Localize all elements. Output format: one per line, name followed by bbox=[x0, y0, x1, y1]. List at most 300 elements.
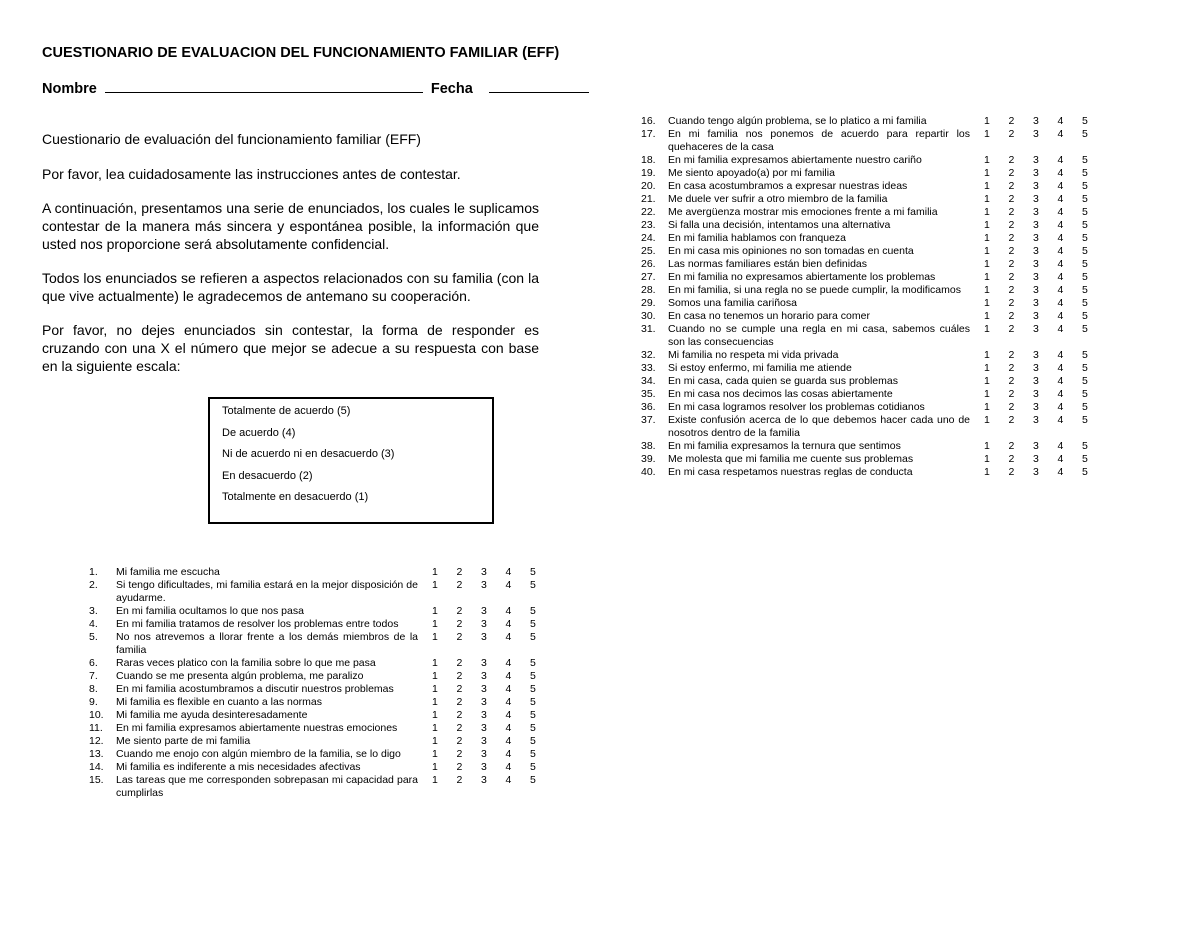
answer-option[interactable]: 3 bbox=[1033, 284, 1039, 296]
question-item bbox=[89, 683, 555, 696]
question-text: En mi familia no expresamos abiertamente los problemas bbox=[668, 271, 936, 283]
answer-option[interactable]: 3 bbox=[1033, 115, 1039, 127]
answer-option[interactable]: 4 bbox=[1057, 128, 1064, 140]
answer-option[interactable]: 5 bbox=[1082, 388, 1088, 400]
question-number: 19. bbox=[641, 167, 656, 179]
answer-option[interactable]: 1 bbox=[984, 193, 990, 205]
answer-options bbox=[984, 284, 1107, 297]
question-number: 11. bbox=[89, 722, 103, 734]
answer-option[interactable]: 4 bbox=[505, 761, 512, 773]
answer-option[interactable]: 5 bbox=[1082, 180, 1088, 192]
answer-option[interactable]: 3 bbox=[1033, 466, 1039, 478]
answer-option[interactable]: 3 bbox=[481, 774, 487, 786]
answer-option[interactable]: 1 bbox=[984, 349, 990, 361]
answer-option[interactable]: 1 bbox=[432, 761, 438, 773]
answer-option[interactable]: 5 bbox=[1082, 440, 1088, 452]
name-label: Nombre bbox=[42, 81, 97, 97]
question-number: 28. bbox=[641, 284, 656, 296]
answer-option[interactable]: 3 bbox=[481, 670, 487, 682]
answer-option[interactable]: 2 bbox=[456, 683, 463, 695]
answer-option[interactable]: 3 bbox=[1033, 128, 1039, 140]
answer-options bbox=[984, 375, 1107, 388]
answer-options bbox=[432, 722, 555, 735]
answer-option[interactable]: 2 bbox=[1008, 115, 1015, 127]
answer-option[interactable]: 1 bbox=[432, 579, 438, 591]
answer-option[interactable]: 5 bbox=[1082, 206, 1088, 218]
answer-option[interactable]: 4 bbox=[1057, 323, 1064, 335]
answer-option[interactable]: 5 bbox=[1082, 128, 1088, 140]
answer-option[interactable]: 4 bbox=[505, 722, 512, 734]
answer-options bbox=[984, 167, 1107, 180]
answer-option[interactable]: 2 bbox=[456, 774, 463, 786]
answer-option[interactable]: 4 bbox=[1057, 219, 1064, 231]
answer-option[interactable]: 2 bbox=[456, 566, 463, 578]
question-item bbox=[641, 245, 1107, 258]
answer-option[interactable]: 5 bbox=[530, 566, 536, 578]
answer-option[interactable]: 4 bbox=[505, 579, 512, 591]
answer-option[interactable]: 4 bbox=[505, 735, 512, 747]
answer-option[interactable]: 5 bbox=[530, 774, 536, 786]
answer-option[interactable]: 2 bbox=[456, 748, 463, 760]
answer-option[interactable]: 2 bbox=[1008, 245, 1015, 257]
answer-option[interactable]: 2 bbox=[1008, 258, 1015, 270]
answer-option[interactable]: 4 bbox=[505, 566, 512, 578]
answer-option[interactable]: 2 bbox=[456, 618, 463, 630]
answer-option[interactable]: 5 bbox=[530, 605, 536, 617]
answer-option[interactable]: 3 bbox=[1033, 362, 1039, 374]
answer-option[interactable]: 3 bbox=[1033, 401, 1039, 413]
answer-option[interactable]: 3 bbox=[1033, 388, 1039, 400]
answer-option[interactable]: 3 bbox=[481, 566, 487, 578]
answer-option[interactable]: 1 bbox=[984, 388, 990, 400]
answer-options bbox=[984, 115, 1107, 128]
question-text: En mi familia expresamos abiertamente nuestro cariño bbox=[668, 154, 922, 166]
answer-option[interactable]: 4 bbox=[1057, 245, 1064, 257]
answer-option[interactable]: 3 bbox=[1033, 232, 1039, 244]
answer-option[interactable]: 5 bbox=[1082, 310, 1088, 322]
answer-option[interactable]: 2 bbox=[456, 761, 463, 773]
answer-option[interactable]: 1 bbox=[984, 271, 990, 283]
answer-option[interactable]: 3 bbox=[1033, 297, 1039, 309]
question-item bbox=[641, 323, 1107, 349]
question-number: 12. bbox=[89, 735, 104, 747]
answer-option[interactable]: 5 bbox=[530, 683, 536, 695]
answer-option[interactable]: 3 bbox=[1033, 414, 1039, 426]
name-field[interactable] bbox=[105, 80, 423, 93]
answer-option[interactable]: 3 bbox=[481, 748, 487, 760]
question-item bbox=[641, 115, 1107, 128]
question-number: 36. bbox=[641, 401, 656, 413]
answer-option[interactable]: 2 bbox=[1008, 362, 1015, 374]
answer-options bbox=[984, 206, 1107, 219]
answer-option[interactable]: 2 bbox=[1008, 193, 1015, 205]
answer-option[interactable]: 4 bbox=[1057, 375, 1064, 387]
answer-options bbox=[432, 579, 555, 592]
answer-option[interactable]: 1 bbox=[984, 414, 990, 426]
answer-option[interactable]: 4 bbox=[1057, 232, 1064, 244]
question-text: Me siento parte de mi familia bbox=[116, 735, 251, 747]
answer-option[interactable]: 4 bbox=[1057, 284, 1064, 296]
answer-option[interactable]: 1 bbox=[432, 722, 438, 734]
answer-option[interactable]: 5 bbox=[1082, 193, 1088, 205]
answer-option[interactable]: 5 bbox=[530, 735, 536, 747]
answer-options bbox=[432, 748, 555, 761]
answer-option[interactable]: 1 bbox=[984, 232, 990, 244]
question-number: 16. bbox=[641, 115, 656, 127]
answer-option[interactable]: 4 bbox=[1057, 349, 1064, 361]
answer-option[interactable]: 1 bbox=[432, 735, 438, 747]
answer-option[interactable]: 3 bbox=[1033, 440, 1039, 452]
question-text: Raras veces platico con la familia sobre lo que me pasa bbox=[116, 657, 376, 669]
question-item bbox=[641, 206, 1107, 219]
answer-option[interactable]: 3 bbox=[1033, 310, 1039, 322]
scale-item: En desacuerdo (2) bbox=[222, 469, 313, 482]
scale-item: Ni de acuerdo ni en desacuerdo (3) bbox=[222, 448, 395, 460]
answer-option[interactable]: 1 bbox=[984, 167, 990, 179]
question-item bbox=[89, 748, 555, 761]
answer-option[interactable]: 5 bbox=[530, 761, 536, 773]
answer-options bbox=[984, 310, 1107, 323]
answer-option[interactable]: 2 bbox=[456, 631, 463, 643]
question-text: Cuando se me presenta algún problema, me paralizo bbox=[116, 670, 364, 682]
answer-option[interactable]: 5 bbox=[1082, 375, 1088, 387]
question-number: 6. bbox=[89, 657, 98, 669]
answer-option[interactable]: 5 bbox=[530, 722, 536, 734]
answer-option[interactable]: 4 bbox=[1057, 453, 1064, 465]
answer-option[interactable]: 2 bbox=[1008, 401, 1015, 413]
answer-option[interactable]: 3 bbox=[481, 631, 487, 643]
question-item bbox=[641, 466, 1107, 479]
question-number: 40. bbox=[641, 466, 656, 478]
question-text: Si tengo dificultades, mi familia estará en la mejor disposición de ayudarme. bbox=[116, 579, 418, 604]
question-number: 5. bbox=[89, 631, 98, 643]
answer-option[interactable]: 3 bbox=[481, 683, 487, 695]
answer-option[interactable]: 3 bbox=[1033, 375, 1039, 387]
question-text: Me avergüenza mostrar mis emociones frente a mi familia bbox=[668, 206, 938, 218]
question-text: En casa acostumbramos a expresar nuestras ideas bbox=[668, 180, 908, 192]
answer-option[interactable]: 5 bbox=[1082, 258, 1088, 270]
question-text: Somos una familia cariñosa bbox=[668, 297, 797, 309]
answer-option[interactable]: 2 bbox=[456, 670, 463, 682]
answer-option[interactable]: 5 bbox=[1082, 271, 1088, 283]
answer-option[interactable]: 2 bbox=[1008, 219, 1015, 231]
answer-options bbox=[432, 605, 555, 618]
question-item bbox=[641, 219, 1107, 232]
answer-option[interactable]: 4 bbox=[1057, 180, 1064, 192]
answer-option[interactable]: 2 bbox=[456, 657, 463, 669]
question-item bbox=[89, 618, 555, 631]
answer-option[interactable]: 1 bbox=[432, 709, 438, 721]
answer-option[interactable]: 2 bbox=[1008, 128, 1015, 140]
answer-option[interactable]: 2 bbox=[1008, 466, 1015, 478]
date-field[interactable] bbox=[489, 80, 589, 93]
answer-option[interactable]: 1 bbox=[984, 258, 990, 270]
answer-options bbox=[984, 401, 1107, 414]
question-number: 33. bbox=[641, 362, 656, 374]
answer-option[interactable]: 1 bbox=[984, 154, 990, 166]
answer-option[interactable]: 5 bbox=[1082, 232, 1088, 244]
answer-option[interactable]: 2 bbox=[1008, 167, 1015, 179]
question-text: En mi familia nos ponemos de acuerdo para repartir los quehaceres de la casa bbox=[668, 128, 970, 153]
answer-option[interactable]: 2 bbox=[456, 605, 463, 617]
answer-option[interactable]: 4 bbox=[1057, 388, 1064, 400]
question-text: Me duele ver sufrir a otro miembro de la familia bbox=[668, 193, 888, 205]
question-text: En mi familia ocultamos lo que nos pasa bbox=[116, 605, 304, 617]
question-text: En mi familia hablamos con franqueza bbox=[668, 232, 847, 244]
answer-option[interactable]: 4 bbox=[1057, 414, 1064, 426]
answer-option[interactable]: 4 bbox=[1057, 271, 1064, 283]
answer-option[interactable]: 1 bbox=[432, 696, 438, 708]
answer-option[interactable]: 1 bbox=[432, 683, 438, 695]
answer-option[interactable]: 4 bbox=[1057, 362, 1064, 374]
question-text: En mi casa nos decimos las cosas abiertamente bbox=[668, 388, 893, 400]
instruction-intro: A continuación, presentamos una serie de enunciados, los cuales le suplicamos contestar de la manera más sincera y espontánea posible, la información que usted nos proporcione será absolutamente confidencial. bbox=[42, 200, 539, 252]
question-text: En mi casa mis opiniones no son tomadas en cuenta bbox=[668, 245, 914, 257]
scale-item: Totalmente en desacuerdo (1) bbox=[222, 491, 369, 503]
answer-option[interactable]: 1 bbox=[984, 219, 990, 231]
answer-option[interactable]: 3 bbox=[1033, 258, 1039, 270]
answer-option[interactable]: 4 bbox=[1057, 466, 1064, 478]
question-text: En mi familia acostumbramos a discutir nuestros problemas bbox=[116, 683, 394, 695]
answer-option[interactable]: 5 bbox=[530, 618, 536, 630]
answer-option[interactable]: 5 bbox=[530, 709, 536, 721]
question-text: Mi familia me ayuda desinteresadamente bbox=[116, 709, 308, 721]
answer-option[interactable]: 4 bbox=[1057, 167, 1064, 179]
answer-option[interactable]: 3 bbox=[481, 618, 487, 630]
answer-option[interactable]: 5 bbox=[1082, 362, 1088, 374]
answer-option[interactable]: 3 bbox=[481, 579, 487, 591]
question-number: 38. bbox=[641, 440, 656, 452]
question-number: 24. bbox=[641, 232, 656, 244]
answer-option[interactable]: 1 bbox=[984, 323, 990, 335]
answer-option[interactable]: 3 bbox=[1033, 271, 1039, 283]
answer-option[interactable]: 3 bbox=[1033, 453, 1039, 465]
answer-options bbox=[984, 128, 1107, 141]
question-number: 18. bbox=[641, 154, 656, 166]
answer-option[interactable]: 3 bbox=[1033, 323, 1039, 335]
answer-option[interactable]: 4 bbox=[505, 696, 512, 708]
answer-option[interactable]: 3 bbox=[1033, 180, 1039, 192]
answer-option[interactable]: 4 bbox=[1057, 310, 1064, 322]
answer-option[interactable]: 5 bbox=[1082, 219, 1088, 231]
answer-option[interactable]: 1 bbox=[984, 284, 990, 296]
answer-option[interactable]: 2 bbox=[456, 696, 463, 708]
answer-option[interactable]: 5 bbox=[1082, 167, 1088, 179]
answer-option[interactable]: 2 bbox=[1008, 232, 1015, 244]
answer-option[interactable]: 5 bbox=[530, 696, 536, 708]
answer-option[interactable]: 1 bbox=[984, 362, 990, 374]
answer-option[interactable]: 1 bbox=[432, 631, 438, 643]
answer-option[interactable]: 3 bbox=[481, 761, 487, 773]
answer-option[interactable]: 2 bbox=[1008, 349, 1015, 361]
answer-option[interactable]: 4 bbox=[1057, 258, 1064, 270]
question-item bbox=[641, 362, 1107, 375]
answer-option[interactable]: 5 bbox=[1082, 466, 1088, 478]
question-text: Cuando no se cumple una regla en mi casa, sabemos cuáles son las consecuencias bbox=[668, 323, 970, 348]
answer-option[interactable]: 4 bbox=[505, 683, 512, 695]
answer-option[interactable]: 3 bbox=[1033, 219, 1039, 231]
answer-option[interactable]: 5 bbox=[1082, 115, 1088, 127]
answer-option[interactable]: 4 bbox=[505, 605, 512, 617]
answer-option[interactable]: 2 bbox=[456, 579, 463, 591]
answer-option[interactable]: 4 bbox=[505, 657, 512, 669]
answer-option[interactable]: 5 bbox=[1082, 297, 1088, 309]
answer-option[interactable]: 3 bbox=[1033, 206, 1039, 218]
answer-option[interactable]: 1 bbox=[432, 566, 438, 578]
question-item bbox=[89, 631, 555, 657]
answer-option[interactable]: 5 bbox=[1082, 414, 1088, 426]
answer-options bbox=[984, 232, 1107, 245]
answer-option[interactable]: 5 bbox=[1082, 349, 1088, 361]
answer-options bbox=[432, 709, 555, 722]
answer-options bbox=[984, 440, 1107, 453]
answer-option[interactable]: 1 bbox=[432, 774, 438, 786]
answer-option[interactable]: 5 bbox=[1082, 154, 1088, 166]
answer-option[interactable]: 1 bbox=[432, 657, 438, 669]
answer-option[interactable]: 4 bbox=[1057, 297, 1064, 309]
answer-option[interactable]: 5 bbox=[530, 657, 536, 669]
answer-option[interactable]: 2 bbox=[456, 709, 463, 721]
answer-option[interactable]: 2 bbox=[1008, 284, 1015, 296]
answer-option[interactable]: 3 bbox=[481, 709, 487, 721]
answer-option[interactable]: 2 bbox=[1008, 388, 1015, 400]
answer-option[interactable]: 1 bbox=[984, 440, 990, 452]
answer-option[interactable]: 2 bbox=[1008, 297, 1015, 309]
answer-option[interactable]: 2 bbox=[1008, 453, 1015, 465]
answer-option[interactable]: 1 bbox=[984, 297, 990, 309]
answer-option[interactable]: 1 bbox=[984, 180, 990, 192]
answer-option[interactable]: 3 bbox=[1033, 154, 1039, 166]
answer-option[interactable]: 1 bbox=[984, 401, 990, 413]
answer-options bbox=[984, 349, 1107, 362]
answer-option[interactable]: 2 bbox=[1008, 414, 1015, 426]
question-item bbox=[641, 440, 1107, 453]
question-number: 15. bbox=[89, 774, 104, 786]
question-text: Mi familia es indiferente a mis necesidades afectivas bbox=[116, 761, 361, 773]
answer-options bbox=[984, 219, 1107, 232]
answer-option[interactable]: 4 bbox=[1057, 193, 1064, 205]
answer-option[interactable]: 5 bbox=[1082, 284, 1088, 296]
answer-option[interactable]: 1 bbox=[432, 618, 438, 630]
answer-option[interactable]: 1 bbox=[984, 466, 990, 478]
question-item bbox=[641, 258, 1107, 271]
answer-option[interactable]: 1 bbox=[984, 375, 990, 387]
answer-options bbox=[984, 362, 1107, 375]
answer-option[interactable]: 4 bbox=[1057, 440, 1064, 452]
question-number: 4. bbox=[89, 618, 98, 630]
answer-option[interactable]: 5 bbox=[530, 670, 536, 682]
name-date-line bbox=[42, 80, 589, 97]
question-number: 9. bbox=[89, 696, 98, 708]
answer-option[interactable]: 4 bbox=[505, 631, 512, 643]
answer-option[interactable]: 2 bbox=[1008, 323, 1015, 335]
question-number: 23. bbox=[641, 219, 656, 231]
answer-option[interactable]: 5 bbox=[1082, 323, 1088, 335]
answer-option[interactable]: 5 bbox=[530, 579, 536, 591]
answer-option[interactable]: 3 bbox=[481, 722, 487, 734]
answer-option[interactable]: 3 bbox=[481, 735, 487, 747]
question-list-right bbox=[641, 115, 1107, 479]
answer-options bbox=[984, 245, 1107, 258]
question-number: 13. bbox=[89, 748, 104, 760]
question-number: 7. bbox=[89, 670, 98, 682]
answer-options bbox=[432, 631, 555, 644]
question-number: 2. bbox=[89, 579, 98, 591]
answer-option[interactable]: 4 bbox=[1057, 401, 1064, 413]
answer-option[interactable]: 3 bbox=[1033, 245, 1039, 257]
answer-option[interactable]: 5 bbox=[1082, 245, 1088, 257]
answer-option[interactable]: 4 bbox=[1057, 154, 1064, 166]
answer-option[interactable]: 2 bbox=[1008, 375, 1015, 387]
question-text: Me siento apoyado(a) por mi familia bbox=[668, 167, 835, 179]
answer-option[interactable]: 3 bbox=[1033, 167, 1039, 179]
question-text: Cuando me enojo con algún miembro de la familia, se lo digo bbox=[116, 748, 401, 760]
answer-option[interactable]: 5 bbox=[1082, 401, 1088, 413]
answer-option[interactable]: 1 bbox=[984, 115, 990, 127]
answer-option[interactable]: 3 bbox=[481, 657, 487, 669]
date-label: Fecha bbox=[430, 81, 473, 97]
question-number: 1. bbox=[89, 566, 98, 578]
answer-option[interactable]: 2 bbox=[1008, 206, 1015, 218]
answer-option[interactable]: 2 bbox=[1008, 310, 1015, 322]
answer-option[interactable]: 1 bbox=[432, 748, 438, 760]
answer-option[interactable]: 5 bbox=[530, 748, 536, 760]
scale-box bbox=[208, 397, 494, 524]
answer-option[interactable]: 4 bbox=[1057, 206, 1064, 218]
question-item bbox=[641, 388, 1107, 401]
answer-options bbox=[984, 453, 1107, 466]
question-item bbox=[641, 310, 1107, 323]
answer-option[interactable]: 3 bbox=[1033, 193, 1039, 205]
answer-option[interactable]: 2 bbox=[1008, 440, 1015, 452]
answer-option[interactable]: 5 bbox=[1082, 453, 1088, 465]
answer-option[interactable]: 1 bbox=[984, 453, 990, 465]
answer-option[interactable]: 4 bbox=[505, 709, 512, 721]
answer-option[interactable]: 1 bbox=[984, 310, 990, 322]
question-item bbox=[641, 167, 1107, 180]
answer-option[interactable]: 1 bbox=[984, 206, 990, 218]
answer-option[interactable]: 1 bbox=[432, 605, 438, 617]
question-item bbox=[89, 657, 555, 670]
document-title: CUESTIONARIO DE EVALUACION DEL FUNCIONAMIENTO FAMILIAR (EFF) bbox=[42, 45, 560, 61]
answer-option[interactable]: 3 bbox=[481, 696, 487, 708]
question-item bbox=[89, 566, 555, 579]
question-number: 27. bbox=[641, 271, 656, 283]
question-number: 35. bbox=[641, 388, 656, 400]
answer-option[interactable]: 2 bbox=[1008, 180, 1015, 192]
answer-option[interactable]: 4 bbox=[505, 618, 512, 630]
answer-option[interactable]: 4 bbox=[505, 774, 512, 786]
answer-option[interactable]: 4 bbox=[1057, 115, 1064, 127]
answer-option[interactable]: 2 bbox=[456, 735, 463, 747]
scale-item: Totalmente de acuerdo (5) bbox=[222, 405, 351, 417]
answer-option[interactable]: 3 bbox=[1033, 349, 1039, 361]
answer-options bbox=[432, 618, 555, 631]
answer-option[interactable]: 1 bbox=[984, 245, 990, 257]
answer-option[interactable]: 2 bbox=[456, 722, 463, 734]
answer-option[interactable]: 3 bbox=[481, 605, 487, 617]
answer-option[interactable]: 5 bbox=[530, 631, 536, 643]
answer-option[interactable]: 1 bbox=[984, 128, 990, 140]
answer-option[interactable]: 4 bbox=[505, 748, 512, 760]
answer-option[interactable]: 2 bbox=[1008, 271, 1015, 283]
question-number: 31. bbox=[641, 323, 656, 335]
question-number: 26. bbox=[641, 258, 656, 270]
question-text: En mi casa respetamos nuestras reglas de conducta bbox=[668, 466, 913, 478]
answer-option[interactable]: 1 bbox=[432, 670, 438, 682]
answer-option[interactable]: 2 bbox=[1008, 154, 1015, 166]
answer-option[interactable]: 4 bbox=[505, 670, 512, 682]
